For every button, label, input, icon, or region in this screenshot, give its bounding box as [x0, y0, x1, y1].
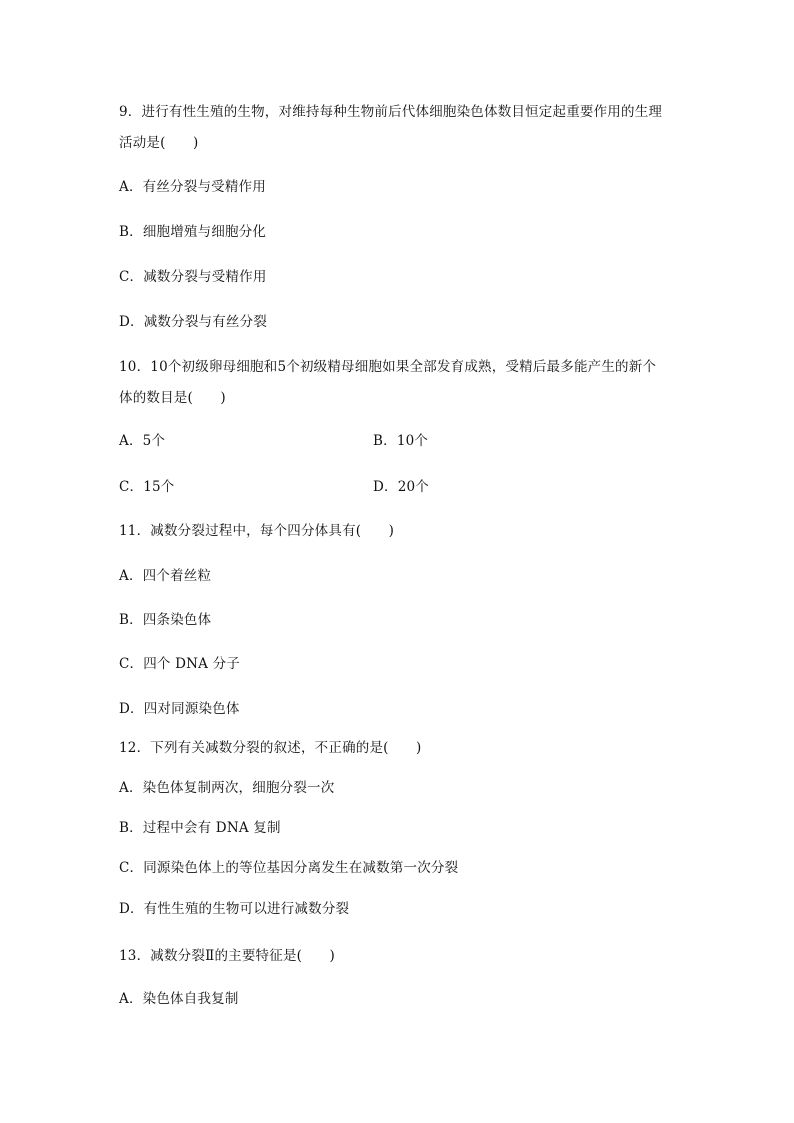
- question-12-stem: 12．下列有关减数分裂的叙述，不正确的是( ): [119, 740, 422, 756]
- question-9-option-a: A．有丝分裂与受精作用: [119, 179, 266, 195]
- question-11-option-c: C．四个 DNA 分子: [119, 656, 240, 672]
- question-11-stem: 11．减数分裂过程中，每个四分体具有( ): [119, 523, 395, 539]
- question-9-option-c: C．减数分裂与受精作用: [119, 269, 267, 285]
- question-13-stem: 13．减数分裂Ⅱ的主要特征是( ): [119, 948, 335, 964]
- question-11-option-a: A．四个着丝粒: [119, 568, 212, 584]
- question-9-stem-line-2: 活动是( ): [119, 135, 199, 151]
- question-12-option-b: B．过程中会有 DNA 复制: [119, 820, 281, 836]
- question-9-stem-line-1: 9．进行有性生殖的生物，对维持每种生物前后代体细胞染色体数目恒定起重要作用的生理: [119, 104, 663, 120]
- question-9-option-b: B．细胞增殖与细胞分化: [119, 224, 267, 240]
- question-10-option-c: C．15个: [119, 479, 175, 495]
- question-10-stem-line-2: 体的数目是( ): [119, 390, 226, 406]
- question-11-option-d: D．四对同源染色体: [119, 701, 240, 717]
- question-10-option-d: D．20个: [373, 479, 430, 495]
- question-10-option-a: A．5个: [119, 433, 166, 449]
- question-12-option-c: C．同源染色体上的等位基因分离发生在减数第一次分裂: [119, 860, 459, 876]
- question-10-option-b: B．10个: [373, 433, 429, 449]
- question-11-option-b: B．四条染色体: [119, 612, 212, 628]
- question-12-option-d: D．有性生殖的生物可以进行减数分裂: [119, 901, 350, 917]
- question-10-stem-line-1: 10．10个初级卵母细胞和5个初级精母细胞如果全部发育成熟，受精后最多能产生的新个: [119, 359, 657, 375]
- question-9-option-d: D．减数分裂与有丝分裂: [119, 314, 268, 330]
- question-13-option-a: A．染色体自我复制: [119, 991, 239, 1007]
- question-12-option-a: A．染色体复制两次，细胞分裂一次: [119, 780, 335, 796]
